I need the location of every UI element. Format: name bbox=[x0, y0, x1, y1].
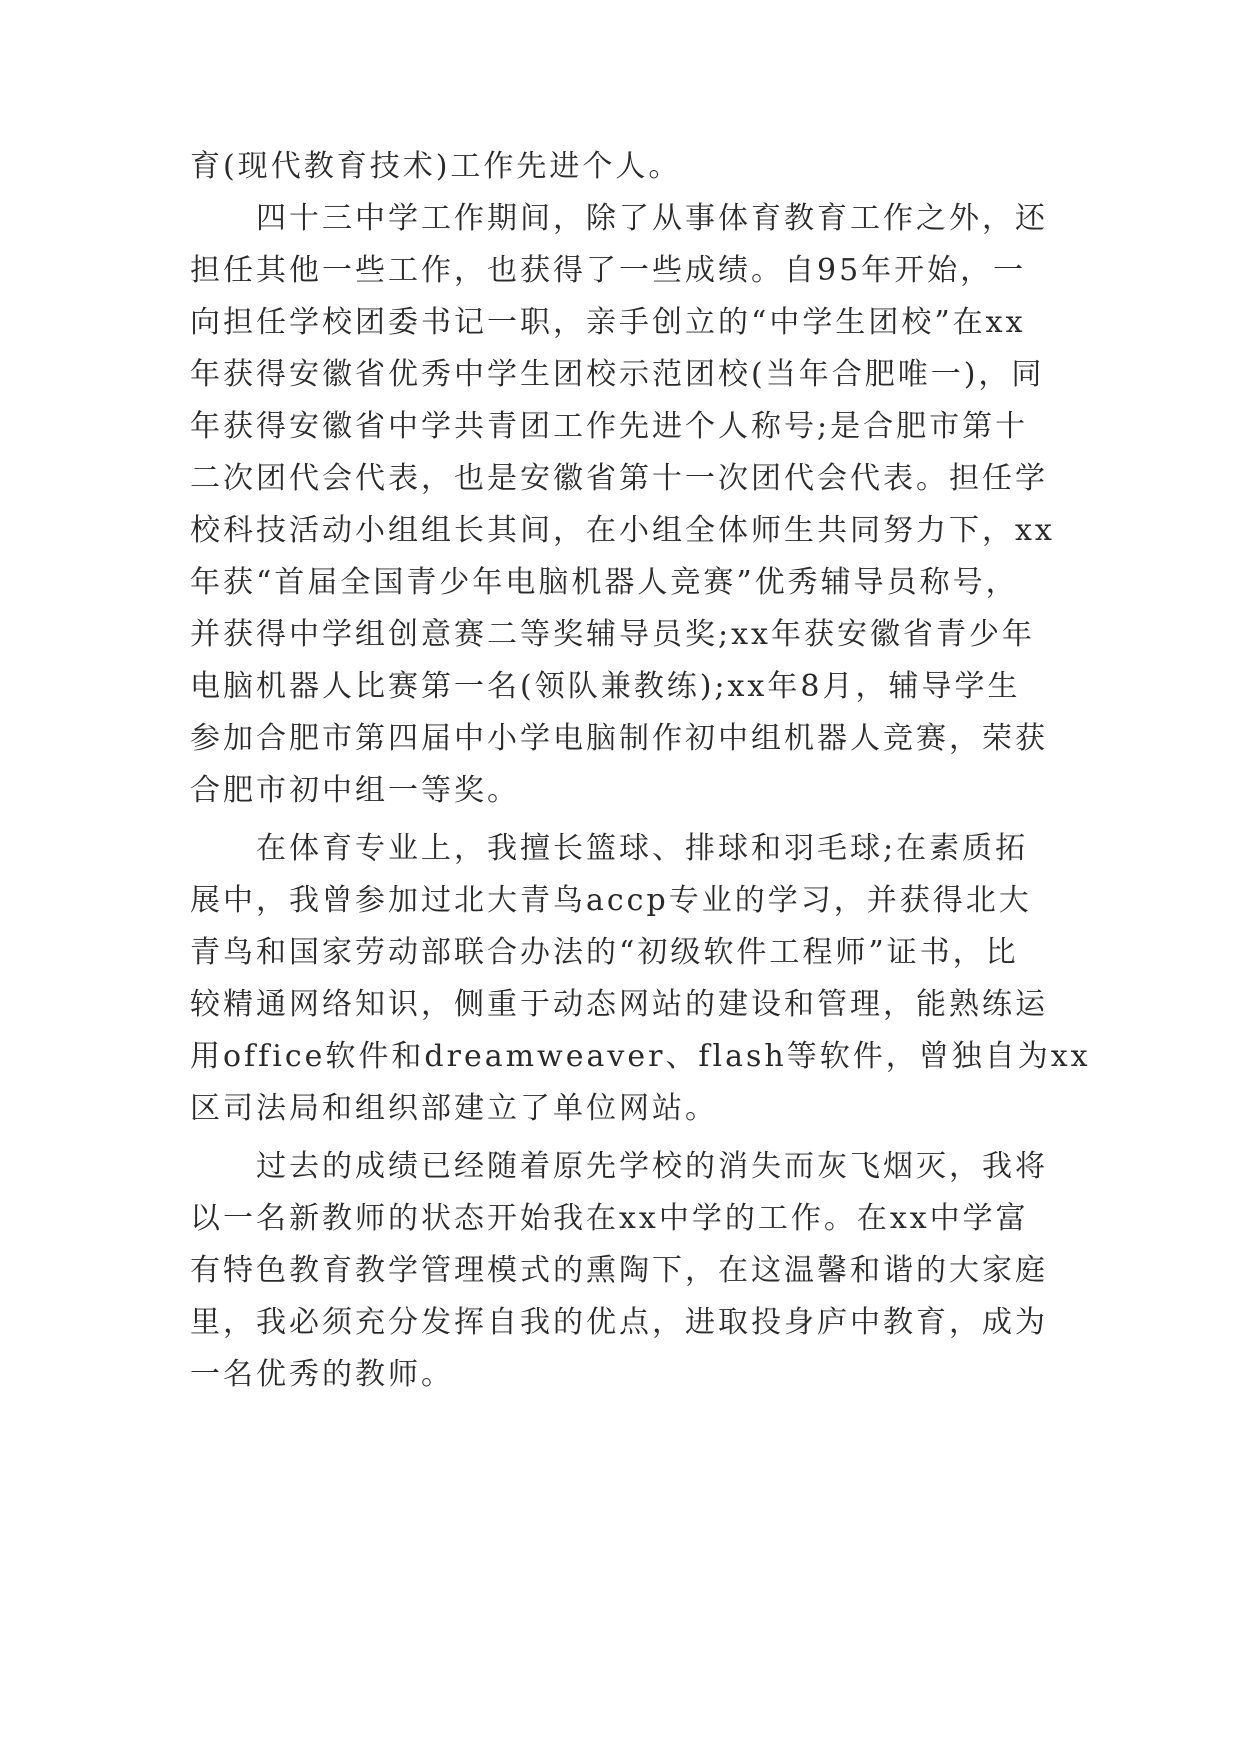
text-line: 二次团代会代表，也是安徽省第十一次团代会代表。担任学 bbox=[190, 461, 1048, 496]
text-line: 年获得安徽省优秀中学生团校示范团校(当年合肥唯一)，同 bbox=[190, 357, 1045, 392]
text-line: 合肥市初中组一等奖。 bbox=[190, 773, 520, 808]
text-line: 育(现代教育技术)工作先进个人。 bbox=[190, 149, 682, 184]
text-line: 年获得安徽省中学共青团工作先进个人称号;是合肥市第十 bbox=[190, 409, 1029, 444]
text-line: 并获得中学组创意赛二等奖辅导员奖;xx年获安徽省青少年 bbox=[190, 617, 1035, 652]
text-line: 有特色教育教学管理模式的熏陶下，在这温馨和谐的大家庭 bbox=[190, 1253, 1048, 1288]
paragraph-start-line: 四十三中学工作期间，除了从事体育教育工作之外，还 bbox=[256, 201, 1048, 236]
text-line: 年获“首届全国青少年电脑机器人竞赛”优秀辅导员称号， bbox=[190, 565, 1019, 600]
text-line: 向担任学校团委书记一职，亲手创立的“中学生团校”在xx bbox=[190, 305, 1026, 340]
text-line: 展中，我曾参加过北大青鸟accp专业的学习，并获得北大 bbox=[190, 883, 1032, 918]
paragraph-start-line: 过去的成绩已经随着原先学校的消失而灰飞烟灭，我将 bbox=[256, 1149, 1048, 1184]
text-line: 一名优秀的教师。 bbox=[190, 1357, 454, 1392]
text-line: 用office软件和dreamweaver、flash等软件，曾独自为xx bbox=[190, 1039, 1091, 1074]
text-line: 电脑机器人比赛第一名(领队兼教练);xx年8月，辅导学生 bbox=[190, 669, 1021, 704]
text-line: 参加合肥市第四届中小学电脑制作初中组机器人竞赛，荣获 bbox=[190, 721, 1048, 756]
paragraph-start-line: 在体育专业上，我擅长篮球、排球和羽毛球;在素质拓 bbox=[256, 831, 1029, 866]
text-line: 担任其他一些工作，也获得了一些成绩。自95年开始，一 bbox=[190, 253, 1027, 288]
text-line: 校科技活动小组组长其间，在小组全体师生共同努力下，xx bbox=[190, 513, 1055, 548]
text-line: 里，我必须充分发挥自我的优点，进取投身庐中教育，成为 bbox=[190, 1305, 1048, 1340]
text-line: 以一名新教师的状态开始我在xx中学的工作。在xx中学富 bbox=[190, 1201, 1029, 1236]
text-line: 区司法局和组织部建立了单位网站。 bbox=[190, 1091, 718, 1126]
text-line: 青鸟和国家劳动部联合办法的“初级软件工程师”证书，比 bbox=[190, 935, 1019, 970]
text-line: 较精通网络知识，侧重于动态网站的建设和管理，能熟练运 bbox=[190, 987, 1048, 1022]
